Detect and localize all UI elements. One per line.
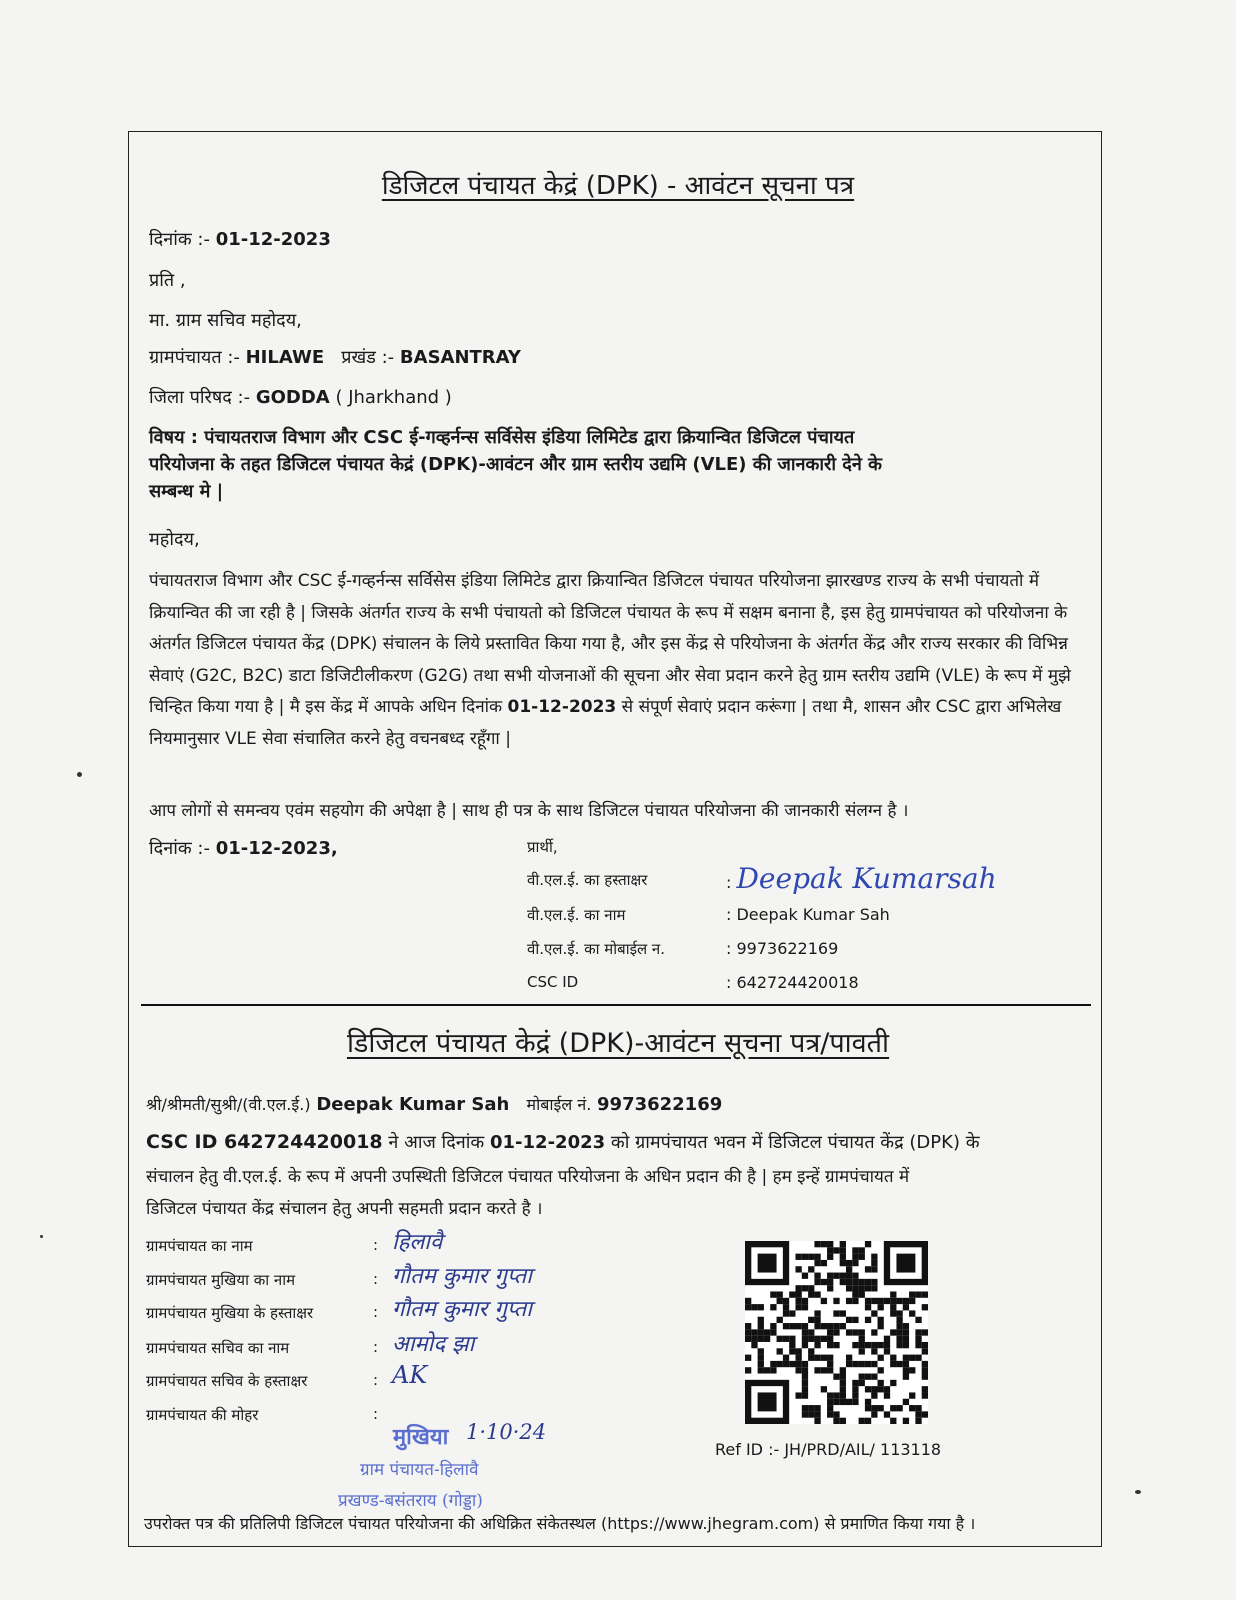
date-label: दिनांक :-	[149, 229, 210, 250]
section-divider	[141, 1004, 1091, 1006]
receipt-line-1	[146, 1130, 980, 1154]
date-line	[149, 227, 331, 251]
vle-name-value: : Deepak Kumar Sah	[726, 905, 890, 924]
csc-id-label: CSC ID	[527, 973, 579, 991]
receipt-line-2: संचालन हेतु वी.एल.ई. के रूप में अपनी उपस्थिती डिजिटल पंचायत परियोजना के अधिन प्रदान की है | हम इन्हें ग्रामपंचायत में	[146, 1167, 910, 1187]
stamp-mukhiya: मुखिया	[393, 1424, 449, 1450]
field-colon: :	[373, 1405, 379, 1423]
receipt-text: को ग्रामपंचायत भवन में डिजिटल पंचायत केंद्र (DPK) के	[610, 1132, 980, 1153]
mobile-value: 9973622169	[597, 1094, 723, 1115]
sign-date	[149, 836, 338, 860]
block-label: प्रखंड :-	[341, 347, 395, 368]
sign-date-value: 01-12-2023,	[215, 838, 338, 859]
receipt-title: डिजिटल पंचायत केद्रं (DPK)-आवंटन सूचना पत्र/पावती	[346, 1028, 890, 1059]
field-handwritten-value: AK	[392, 1361, 428, 1389]
field-label: ग्रामपंचायत मुखिया के हस्ताक्षर	[146, 1304, 314, 1322]
field-handwritten-value: आमोद झा	[392, 1332, 475, 1357]
field-label: ग्रामपंचायत की मोहर	[146, 1406, 259, 1424]
subject-line: परियोजना के तहत डिजिटल पंचायत केद्रं (DPK)-आवंटन और ग्राम स्तरीय उद्यमि (VLE) की जानकारी देने के	[149, 454, 882, 475]
sign-date-label: दिनांक :-	[149, 838, 210, 859]
addressee: मा. ग्राम सचिव महोदय,	[149, 310, 302, 331]
stamp-panchayat: ग्राम पंचायत-हिलावै	[360, 1460, 479, 1480]
qr-code	[745, 1241, 928, 1424]
subject-line: विषय : पंचायतराज विभाग और CSC ई-गव्हर्नन्स सर्विसेस इंडिया लिमिटेड द्वारा क्रियान्वित डिजिटल पंचायत	[149, 427, 855, 448]
speck	[40, 1235, 43, 1238]
state-value: ( Jharkhand )	[335, 387, 452, 408]
field-handwritten-value: गौतम कुमार गुप्ता	[392, 1264, 532, 1289]
vle-name: Deepak Kumar Sah	[316, 1094, 510, 1115]
vle-sign-label: वी.एल.ई. का हस्ताक्षर	[527, 871, 648, 889]
field-label: ग्रामपंचायत मुखिया का नाम	[146, 1271, 296, 1289]
vle-name-label: वी.एल.ई. का नाम	[527, 906, 626, 924]
panchayat-line	[149, 345, 521, 369]
stamp-date: 1·10·24	[466, 1420, 547, 1444]
body-date: 01-12-2023	[507, 697, 617, 717]
vle-mobile-label: वी.एल.ई. का मोबाईल न.	[527, 940, 666, 958]
field-label: ग्रामपंचायत सचिव के हस्ताक्षर	[146, 1372, 308, 1390]
receipt-name-line	[146, 1093, 722, 1115]
field-handwritten-value: हिलावै	[392, 1230, 443, 1255]
footer-note: उपरोक्त पत्र की प्रतिलिपी डिजिटल पंचायत परियोजना की अधिक्रित संकेतस्थल (https://www.jhegram.com) से प्रमाणित किया गया है ।	[144, 1514, 976, 1533]
field-colon: :	[373, 1303, 379, 1321]
vle-signature-text: Deepak Kumarsah	[736, 862, 997, 895]
body-paragraph	[149, 566, 1089, 755]
field-colon: :	[373, 1338, 379, 1356]
field-colon: :	[373, 1270, 379, 1288]
vle-mobile-value: : 9973622169	[726, 939, 839, 958]
field-handwritten-value: गौतम कुमार गुप्ता	[392, 1297, 532, 1322]
salutation: महोदय,	[149, 529, 200, 550]
csc-id-bold: CSC ID 642724420018	[146, 1131, 383, 1153]
applicant-label: प्रार्थी,	[527, 838, 558, 856]
panchayat-value: HILAWE	[245, 347, 325, 368]
body-text: पंचायतराज विभाग और CSC ई-गव्हर्नन्स सर्विसेस इंडिया लिमिटेड द्वारा क्रियान्वित डिजिटल पंचायत परियोजना झारखण्ड राज्य के सभी पंचायतो में क्रियान्वित की जा रही है | जिसके अंतर्गत राज्य के सभी पंचायतो को डिजिटल पंचायत के रूप में सक्षम बनाना है, इस हेतु ग्रामपंचायत को परियोजना के अंतर्गत डिजिटल पंचायत केंद्र (DPK) संचालन के लिये प्रस्तावित किया गया है, और इस केंद्र से परियोजना के अंतर्गत केंद्र और राज्य सरकार की विभिन्न सेवाएं (G2C, B2C) डाटा डिजिटीलीकरण (G2G) तथा सभी योजनाओं की सूचना और सेवा प्रदान करने हेतु ग्राम स्तरीय उद्यमि (VLE) के रूप में मुझे चिन्हित किया गया है | मै इस केंद्र में आपके अधिन दिनांक	[149, 571, 1071, 717]
district-value: GODDA	[255, 387, 330, 408]
letter-title: डिजिटल पंचायत केद्रं (DPK) - आवंटन सूचना पत्र	[381, 171, 855, 201]
field-colon: :	[373, 1236, 379, 1254]
stamp-block: प्रखण्ड-बसंतराय (गोड्डा)	[338, 1491, 483, 1511]
receipt-date: 01-12-2023	[490, 1132, 606, 1153]
panchayat-label: ग्रामपंचायत :-	[149, 347, 240, 368]
body-closing: आप लोगों से समन्वय एवंम सहयोग की अपेक्षा है | साथ ही पत्र के साथ डिजिटल पंचायत परियोजना की जानकारी संलग्न है ।	[149, 801, 909, 821]
speck	[1135, 1490, 1141, 1494]
receipt-line-3: डिजिटल पंचायत केंद्र संचालन हेतु अपनी सहमती प्रदान करते है ।	[146, 1199, 543, 1219]
name-prefix: श्री/श्रीमती/सुश्री/(वी.एल.ई.)	[146, 1095, 311, 1114]
ref-id: Ref ID :- JH/PRD/AIL/ 113118	[715, 1440, 942, 1459]
field-label: ग्रामपंचायत का नाम	[146, 1237, 253, 1255]
field-colon: :	[373, 1371, 379, 1389]
subject	[149, 424, 1049, 505]
to-line: प्रति ,	[149, 270, 186, 291]
speck	[77, 772, 82, 777]
csc-id-value: : 642724420018	[726, 973, 859, 992]
district-label: जिला परिषद :-	[149, 387, 251, 408]
field-label: ग्रामपंचायत सचिव का नाम	[146, 1339, 290, 1357]
mobile-label: मोबाईल नं.	[526, 1095, 592, 1114]
date-value: 01-12-2023	[215, 229, 331, 250]
vle-signature: : Deepak Kumarsah	[726, 862, 997, 895]
receipt-text: ने आज दिनांक	[388, 1132, 485, 1153]
subject-line: सम्बन्ध मे |	[149, 481, 224, 502]
block-value: BASANTRAY	[399, 347, 521, 368]
district-line	[149, 385, 452, 409]
body-text: से संपूर्ण सेवाएं प्रदान करूंगा | तथा मै, शासन और CSC द्वारा अभिलेख नियमानुसार VLE सेवा संचालित करने हेतु वचनबध्द रहूँगा |	[149, 697, 1062, 749]
